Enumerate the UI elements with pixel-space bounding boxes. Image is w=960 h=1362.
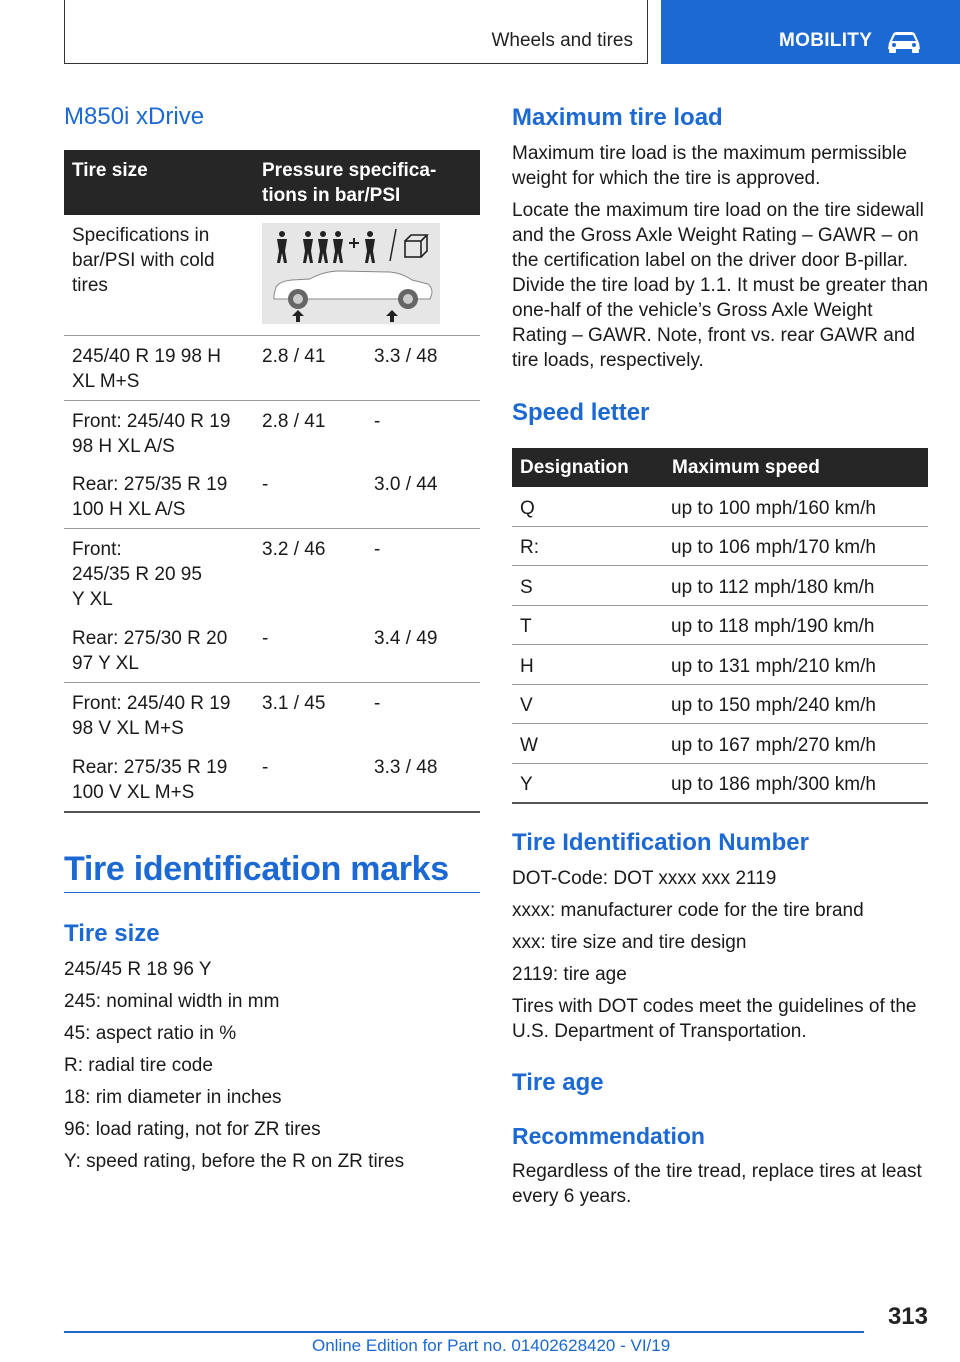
table-divider <box>64 400 480 401</box>
speed-col-max: Maximum speed <box>672 457 820 478</box>
table-divider <box>512 723 928 724</box>
page-number: 313 <box>887 1303 928 1330</box>
pressure-col-tire-size: Tire size <box>72 160 148 181</box>
tire-size-cell: Front: 245/40 R 19 98 V XL M+S <box>72 693 231 739</box>
header-category-tab[interactable] <box>661 0 960 64</box>
table-bottom-rule <box>512 802 928 804</box>
speed-max: up to 100 mph/160 km/h <box>671 498 876 519</box>
size-line: 45: aspect ratio in % <box>64 1023 237 1044</box>
table-divider <box>512 684 928 685</box>
speed-max: up to 186 mph/300 km/h <box>671 774 876 795</box>
spec-row-label: Specifications in bar/PSI with cold tires <box>72 225 215 296</box>
tin-para: Tires with DOT codes meet the guidelines of the U.S. Department of Transportation. <box>512 996 917 1042</box>
table-divider <box>512 763 928 764</box>
load-pictogram-icon <box>262 223 440 324</box>
speed-table-header <box>512 448 928 487</box>
speed-col-designation: Designation <box>520 457 629 478</box>
footer-edition: Online Edition for Part no. 01402628420 - VI/19 <box>312 1336 671 1355</box>
table-divider <box>64 335 480 336</box>
speed-letter-heading: Speed letter <box>512 399 650 426</box>
tire-size-cell: Rear: 275/30 R 20 97 Y XL <box>72 628 228 674</box>
tire-size-cell: 245/40 R 19 98 H XL M+S <box>72 346 221 392</box>
speed-designation: R: <box>520 537 539 558</box>
speed-designation: H <box>520 656 534 677</box>
speed-max: up to 112 mph/180 km/h <box>671 577 875 598</box>
size-line: 245: nominal width in mm <box>64 991 280 1012</box>
pressure-cell: 2.8 / 41 <box>262 411 326 432</box>
header-section-title: Wheels and tires <box>491 30 633 51</box>
footer-rule <box>64 1331 864 1333</box>
marks-underline <box>64 892 480 893</box>
tin-line: DOT-Code: DOT xxxx xxx 2119 <box>512 868 777 889</box>
pressure-cell: 3.2 / 46 <box>262 539 326 560</box>
table-divider <box>512 644 928 645</box>
pressure-cell: 2.8 / 41 <box>262 346 326 367</box>
tire-size-cell: Front: 245/40 R 19 98 H XL A/S <box>72 411 231 457</box>
tire-age-heading: Tire age <box>512 1069 604 1096</box>
car-icon <box>885 29 923 55</box>
pressure-cell: 3.3 / 48 <box>374 757 438 778</box>
speed-designation: Q <box>520 498 535 519</box>
table-divider <box>512 605 928 606</box>
tire-size-cell: Rear: 275/35 R 19 100 V XL M+S <box>72 757 228 803</box>
pressure-cell: - <box>374 539 381 560</box>
speed-max: up to 106 mph/170 km/h <box>671 537 876 558</box>
tin-line: xxx: tire size and tire design <box>512 932 747 953</box>
size-line: 18: rim diameter in inches <box>64 1087 282 1108</box>
pressure-table-header <box>64 150 480 215</box>
tire-size-cell: Front: 245/35 R 20 95 Y XL <box>72 539 202 610</box>
pressure-cell: 3.3 / 48 <box>374 346 438 367</box>
size-line: 96: load rating, not for ZR tires <box>64 1119 321 1140</box>
max-load-para-2: Locate the maximum tire load on the tire sidewall and the Gross Axle Weight Rating – GAWR – on the certification label on the driver door B-pillar. Divide the tire load by 1.1. It must be greater than one-half of the vehicle’s Gross Axle Weight Rating – GAWR. Note, front vs. rear GAWR and tire loads, respectively. <box>512 200 929 371</box>
table-divider <box>512 565 928 566</box>
tin-line: xxxx: manufacturer code for the tire brand <box>512 900 864 921</box>
speed-designation: V <box>520 695 533 716</box>
tire-size-heading: Tire size <box>64 920 160 947</box>
speed-designation: T <box>520 616 532 637</box>
table-divider <box>64 528 480 529</box>
speed-designation: Y <box>520 774 533 795</box>
pressure-col-spec: Pressure specifica- tions in bar/PSI <box>262 160 437 206</box>
tin-line: 2119: tire age <box>512 964 627 985</box>
pressure-cell: - <box>374 411 381 432</box>
pressure-cell: 3.4 / 49 <box>374 628 438 649</box>
max-load-heading: Maximum tire load <box>512 104 723 131</box>
size-line: 245/45 R 18 96 Y <box>64 959 212 980</box>
pressure-cell: - <box>262 628 269 649</box>
pressure-cell: 3.0 / 44 <box>374 474 438 495</box>
marks-heading: Tire identification marks <box>64 850 449 888</box>
table-divider <box>512 526 928 527</box>
table-divider <box>64 682 480 683</box>
speed-max: up to 131 mph/210 km/h <box>671 656 876 677</box>
pressure-cell: - <box>262 474 269 495</box>
speed-max: up to 118 mph/190 km/h <box>671 616 875 637</box>
pressure-cell: - <box>262 757 269 778</box>
recommendation-heading: Recommendation <box>512 1123 705 1149</box>
speed-designation: S <box>520 577 533 598</box>
header-section-box <box>64 0 648 64</box>
pressure-cell: - <box>374 693 381 714</box>
size-line: R: radial tire code <box>64 1055 213 1076</box>
speed-designation: W <box>520 735 538 756</box>
speed-max: up to 167 mph/270 km/h <box>671 735 876 756</box>
tire-size-cell: Rear: 275/35 R 19 100 H XL A/S <box>72 474 228 520</box>
tin-heading: Tire Identification Number <box>512 829 809 856</box>
size-line: Y: speed rating, before the R on ZR tires <box>64 1151 405 1172</box>
model-heading: M850i xDrive <box>64 103 205 130</box>
table-bottom-rule <box>64 811 480 813</box>
pressure-cell: 3.1 / 45 <box>262 693 326 714</box>
max-load-para-1: Maximum tire load is the maximum permissible weight for which the tire is approved. <box>512 143 907 189</box>
header-category-label: MOBILITY <box>779 30 873 51</box>
speed-max: up to 150 mph/240 km/h <box>671 695 876 716</box>
recommendation-para: Regardless of the tire tread, replace tires at least every 6 years. <box>512 1161 922 1207</box>
